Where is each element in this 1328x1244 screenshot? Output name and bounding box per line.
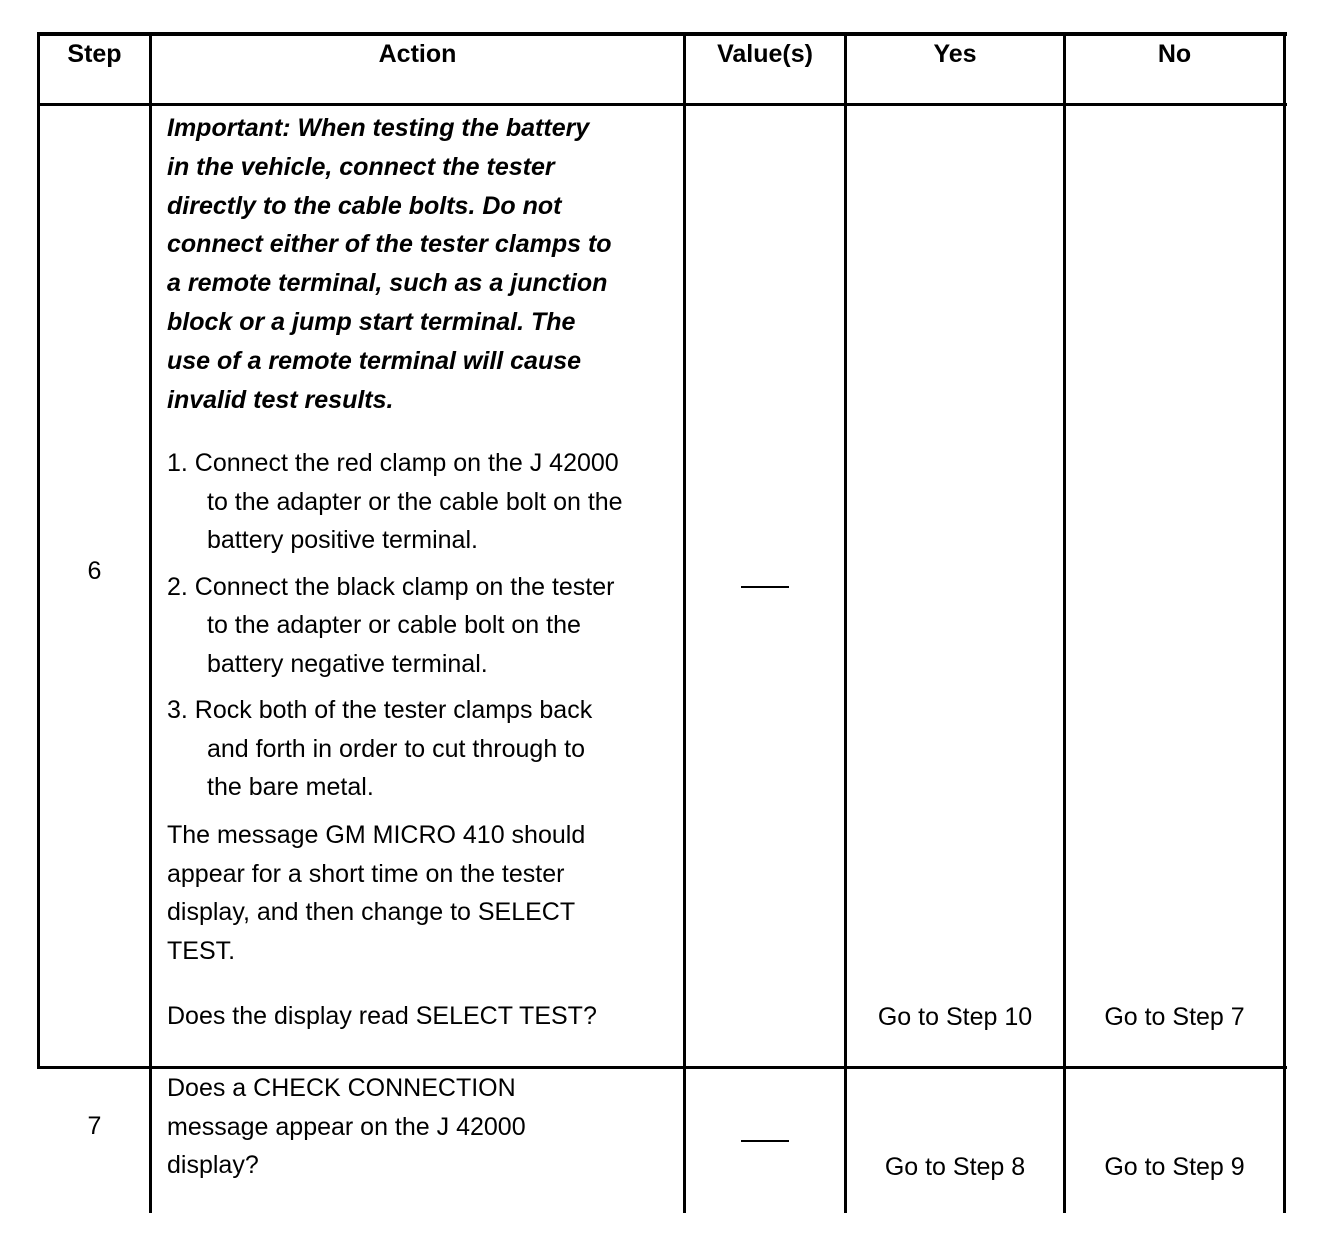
header-step: Step [67, 40, 122, 68]
expected-message: The message GM MICRO 410 should appear for a short time on the tester display, and then change to SELECT TEST. [167, 821, 586, 965]
table-left-border [37, 32, 40, 1068]
question-text: Does the display read SELECT TEST? [167, 1002, 597, 1030]
list-item: 3. Rock both of the tester clamps back and forth in order to cut through to the bare metal. [167, 696, 593, 801]
important-line: block or a jump start terminal. The [167, 307, 576, 336]
important-line: use of a remote terminal will cause [167, 346, 582, 375]
important-line: in the vehicle, connect the tester [167, 152, 555, 181]
yes-action: Go to Step 8 [884, 1153, 1026, 1181]
table-right-border [1283, 32, 1286, 1213]
header-values: Value(s) [717, 40, 813, 68]
step-number: 7 [87, 1112, 102, 1140]
header-action: Action [378, 40, 457, 68]
important-line: directly to the cable bolts. Do not [167, 191, 562, 220]
col-divider-action-value [683, 32, 686, 1213]
col-divider-step-action [149, 32, 152, 1213]
question-text: Does a CHECK CONNECTION message appear on the J 42000 display? [167, 1074, 526, 1179]
yes-action: Go to Step 10 [877, 1003, 1033, 1031]
header-yes: Yes [933, 40, 977, 68]
list-item: 1. Connect the red clamp on the J 42000 to the adapter or the cable bolt on the battery positive terminal. [167, 449, 623, 554]
step-number: 6 [87, 557, 102, 585]
important-line: Important: When testing the battery [167, 114, 590, 142]
table-top-border [37, 32, 1287, 36]
no-action: Go to Step 7 [1104, 1003, 1245, 1031]
header-no: No [1157, 40, 1192, 68]
list-item: 2. Connect the black clamp on the tester to the adapter or cable bolt on the battery negative terminal. [167, 572, 615, 678]
value-dash [741, 1140, 789, 1142]
important-line: connect either of the tester clamps to [167, 230, 612, 259]
important-line: invalid test results. [167, 385, 394, 414]
header-bottom-border [37, 103, 1287, 106]
value-dash [741, 586, 789, 588]
important-line: a remote terminal, such as a junction [167, 269, 608, 298]
important-note [167, 109, 612, 419]
procedure-steps [167, 444, 623, 815]
no-action: Go to Step 9 [1104, 1153, 1245, 1181]
